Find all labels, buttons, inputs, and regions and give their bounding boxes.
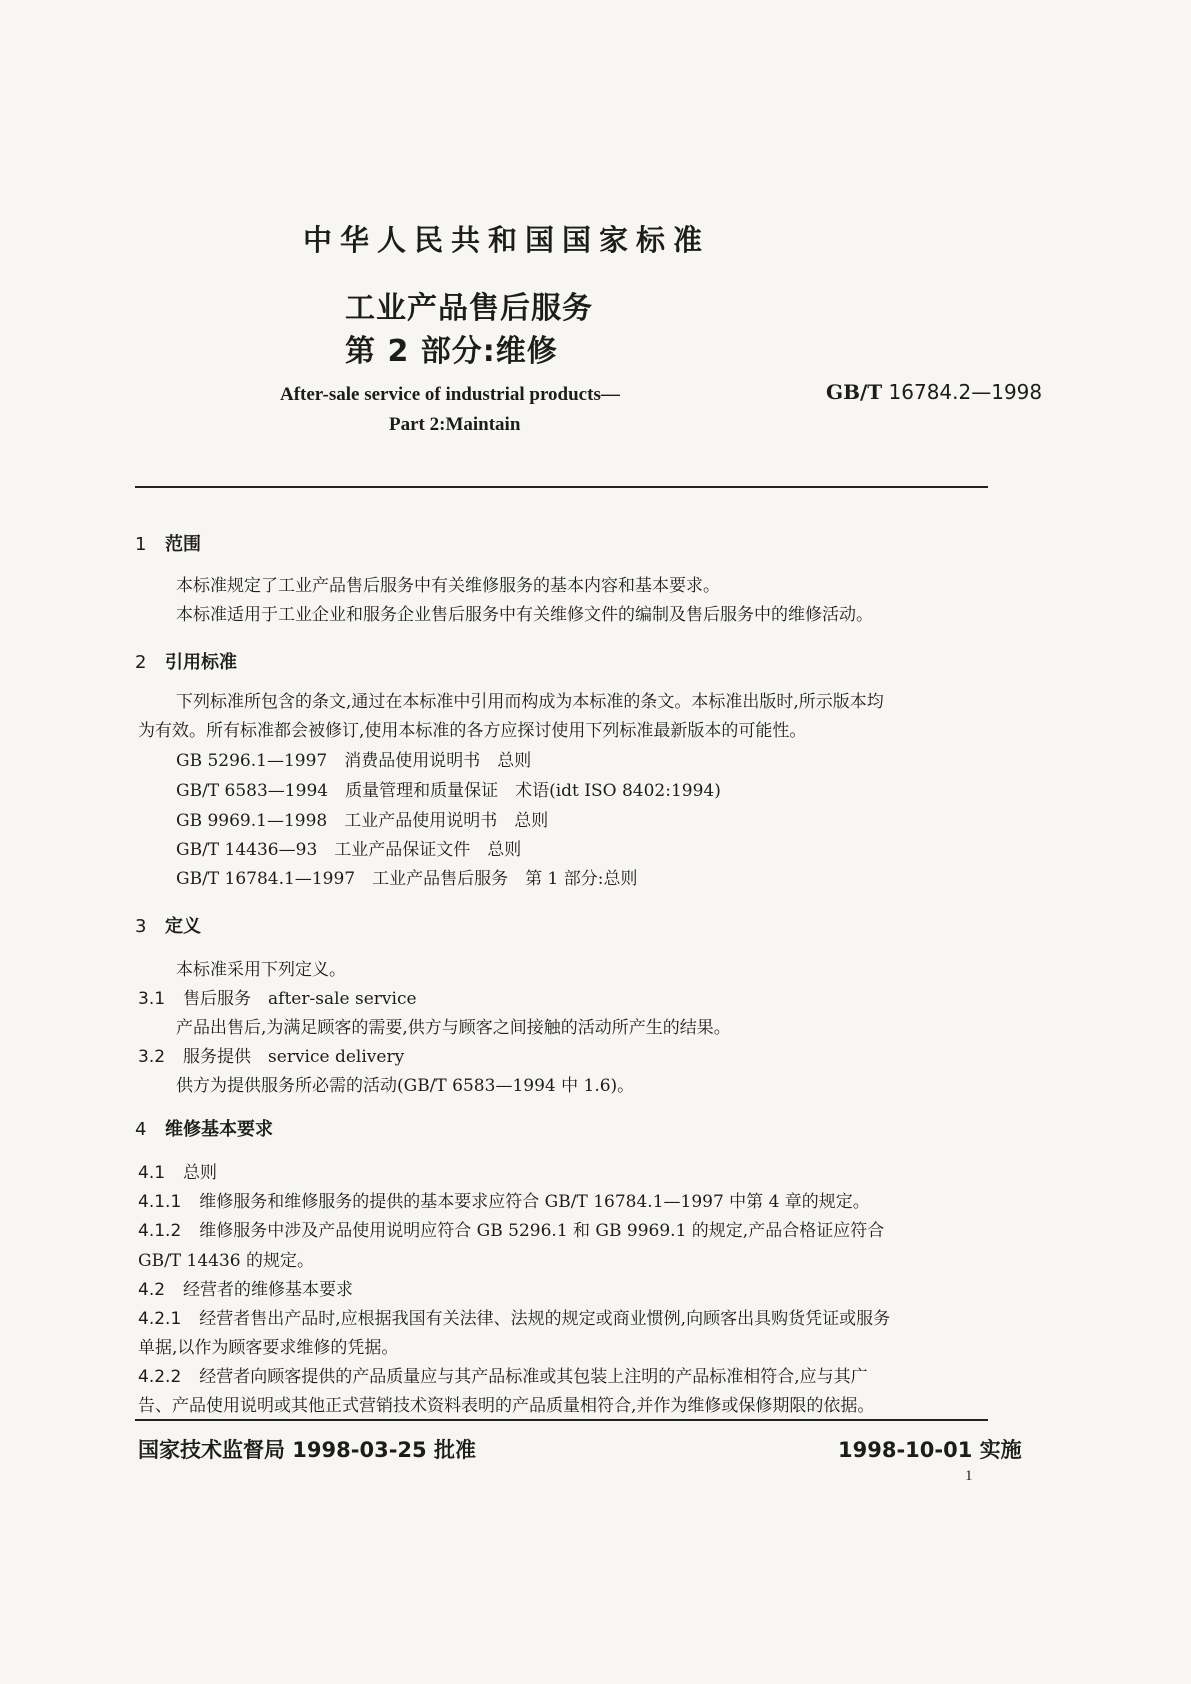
paragraph: 为有效。所有标准都会被修订,使用本标准的各方应探讨使用下列标准最新版本的可能性。 <box>138 721 807 741</box>
title-zh-line1: 工业产品售后服务 <box>345 291 593 326</box>
definition-text: 供方为提供服务所必需的活动(GB/T 6583—1994 中 1.6)。 <box>176 1076 635 1096</box>
approval-statement: 国家技术监督局 1998-03-25 批准 <box>138 1438 476 1462</box>
clause-heading: 4.1 总则 <box>138 1163 218 1183</box>
paragraph: 下列标准所包含的条文,通过在本标准中引用而构成为本标准的条文。本标准出版时,所示版本均 <box>176 692 884 712</box>
paragraph: 本标准适用于工业企业和服务企业售后服务中有关维修文件的编制及售后服务中的维修活动。 <box>176 605 873 625</box>
standard-category-title: 中华人民共和国国家标准 <box>303 223 711 257</box>
definition-term: 3.2 服务提供 service delivery <box>138 1047 405 1067</box>
clause-text: 4.1.2 维修服务中涉及产品使用说明应符合 GB 5296.1 和 GB 9969.1 的规定,产品合格证应符合 <box>138 1221 885 1241</box>
standard-number <box>826 380 1042 404</box>
standard-code: 16784.2—1998 <box>888 380 1043 404</box>
paragraph: 本标准规定了工业产品售后服务中有关维修服务的基本内容和基本要求。 <box>176 576 720 596</box>
footer-divider <box>135 1419 988 1421</box>
reference-item: GB/T 14436—93 工业产品保证文件 总则 <box>176 840 522 860</box>
section-heading-maintenance-requirements: 4 维修基本要求 <box>135 1119 273 1140</box>
header-divider <box>135 486 988 488</box>
definition-term: 3.1 售后服务 after-sale service <box>138 989 417 1009</box>
page-number: 1 <box>965 1468 973 1484</box>
clause-text: 4.2.2 经营者向顾客提供的产品质量应与其产品标准或其包装上注明的产品标准相符合,应与其广 <box>138 1367 868 1387</box>
reference-item: GB/T 6583—1994 质量管理和质量保证 术语(idt ISO 8402:1994) <box>176 781 721 801</box>
definition-text: 产品出售后,为满足顾客的需要,供方与顾客之间接触的活动所产生的结果。 <box>176 1018 731 1038</box>
clause-text-continued: 单据,以作为顾客要求维修的凭据。 <box>138 1338 399 1358</box>
reference-item: GB 9969.1—1998 工业产品使用说明书 总则 <box>176 811 549 831</box>
reference-item: GB/T 16784.1—1997 工业产品售后服务 第 1 部分:总则 <box>176 869 638 889</box>
reference-item: GB 5296.1—1997 消费品使用说明书 总则 <box>176 751 532 771</box>
clause-text-continued: 告、产品使用说明或其他正式营销技术资料表明的产品质量相符合,并作为维修或保修期限的依据。 <box>138 1396 875 1416</box>
title-en-line1: After-sale service of industrial products— <box>280 384 620 405</box>
clause-heading: 4.2 经营者的维修基本要求 <box>138 1280 354 1300</box>
standard-prefix: GB/T <box>826 380 883 404</box>
section-heading-scope: 1 范围 <box>135 534 201 555</box>
section-heading-definitions: 3 定义 <box>135 916 201 937</box>
section-heading-normative-references: 2 引用标准 <box>135 652 237 673</box>
implementation-date: 1998-10-01 实施 <box>838 1438 1022 1462</box>
clause-text: 4.1.1 维修服务和维修服务的提供的基本要求应符合 GB/T 16784.1—1997 中第 4 章的规定。 <box>138 1192 870 1212</box>
title-zh-line2: 第 2 部分:维修 <box>345 334 558 369</box>
clause-text: 4.2.1 经营者售出产品时,应根据我国有关法律、法规的规定或商业惯例,向顾客出具购货凭证或服务 <box>138 1309 891 1329</box>
clause-text-continued: GB/T 14436 的规定。 <box>138 1251 315 1271</box>
title-en-line2: Part 2:Maintain <box>389 414 521 435</box>
paragraph: 本标准采用下列定义。 <box>176 960 346 980</box>
